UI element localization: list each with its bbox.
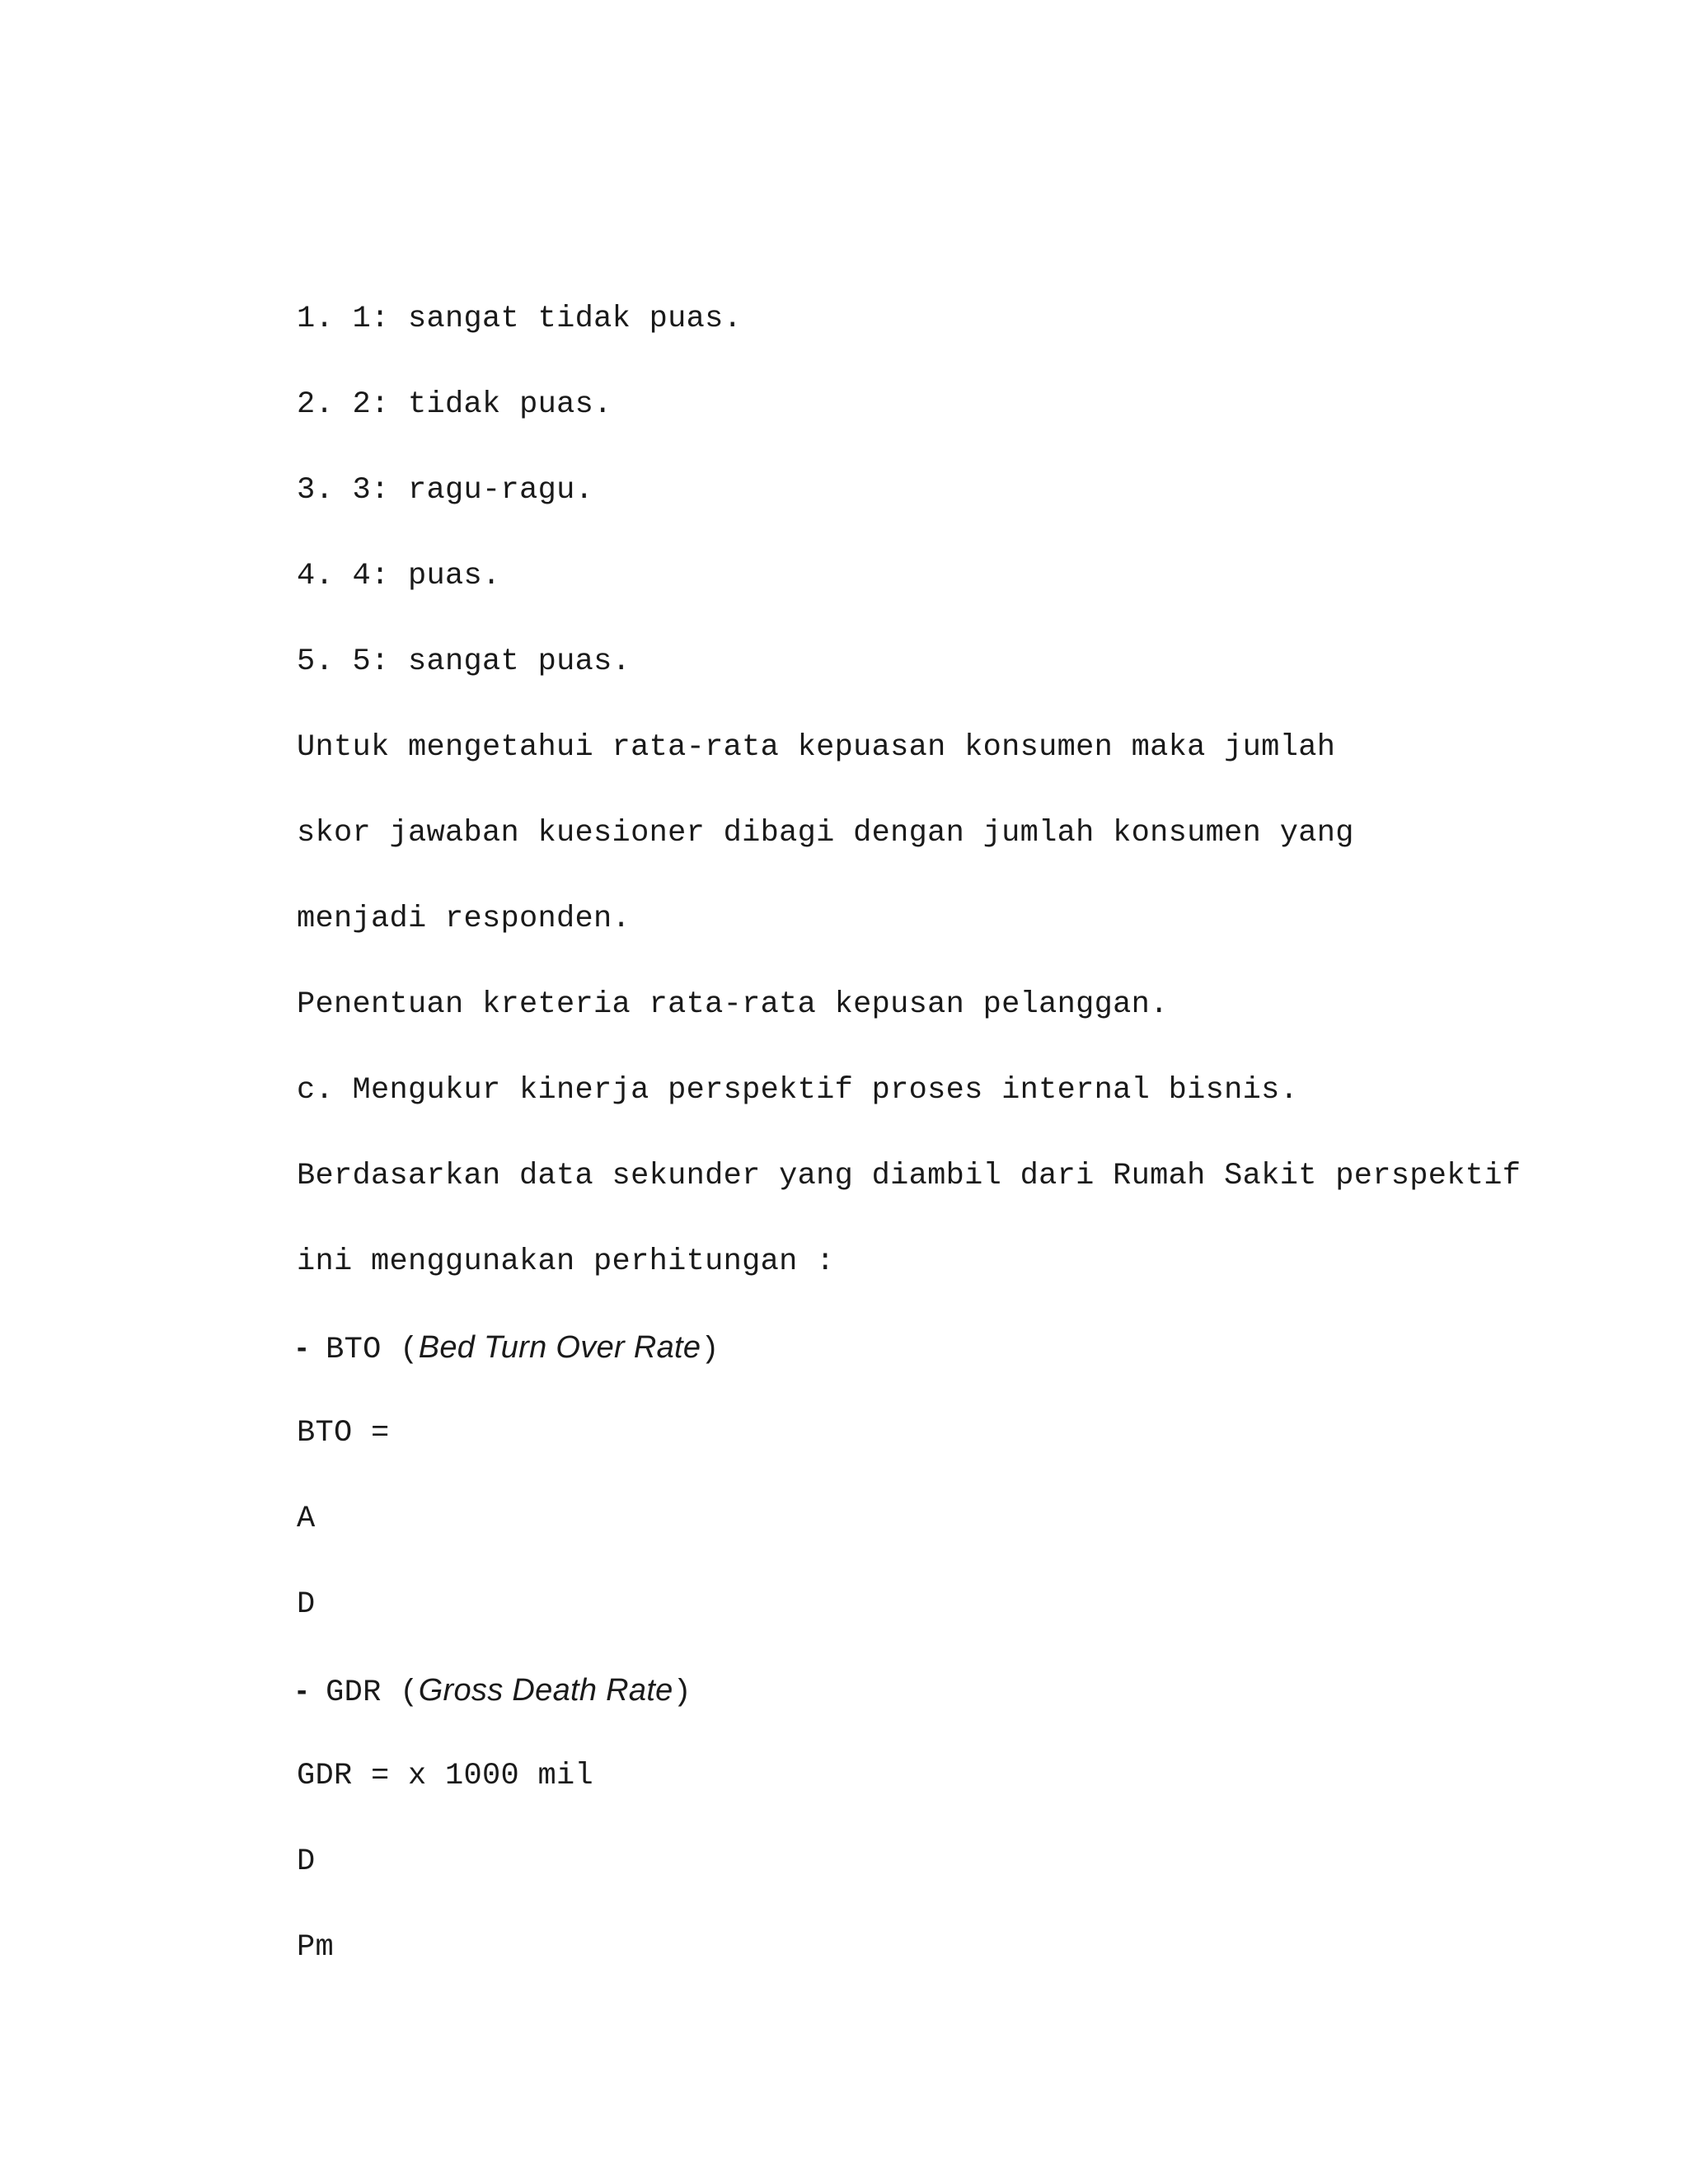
gdr-open-paren: ( [400, 1675, 419, 1710]
paragraph-line: menjadi responden. [297, 902, 631, 936]
gdr-formula: GDR = x 1000 mil [297, 1759, 594, 1793]
bto-numerator: A [297, 1502, 316, 1536]
paragraph-line: skor jawaban kuesioner dibagi dengan jumlah konsumen yang [297, 816, 1354, 851]
list-item [297, 464, 1517, 550]
list-text: 5: sangat puas. [352, 644, 631, 679]
bto-formula: BTO = [297, 1416, 390, 1451]
gdr-heading [297, 1664, 1517, 1750]
list-text: 2: tidak puas. [352, 387, 612, 422]
bto-close-paren: ) [701, 1333, 720, 1367]
bto-term: Bed Turn Over Rate [418, 1330, 701, 1365]
list-text: 4: puas. [352, 559, 501, 593]
list-item [297, 635, 1517, 721]
paragraph-line: Penentuan kreteria rata-rata kepusan pelanggan. [297, 987, 1169, 1022]
list-text: 1: sangat tidak puas. [352, 302, 743, 336]
list-text: 3: ragu-ragu. [352, 473, 594, 508]
list-marker: 4. [297, 559, 335, 593]
gdr-denominator: Pm [297, 1930, 335, 1965]
gdr-abbr: GDR [326, 1675, 382, 1710]
section-heading: c. Mengukur kinerja perspektif proses internal bisnis. [297, 1073, 1299, 1108]
bto-heading [297, 1321, 1517, 1407]
dash-bullet: - [297, 1673, 307, 1707]
list-marker: 1. [297, 302, 335, 336]
list-item [297, 378, 1517, 464]
list-item [297, 293, 1517, 378]
document-body [297, 293, 1522, 2007]
list-item [297, 550, 1517, 635]
gdr-numerator: D [297, 1844, 316, 1879]
list-marker: 5. [297, 644, 335, 679]
bto-open-paren: ( [400, 1333, 419, 1367]
list-marker: 2. [297, 387, 335, 422]
gdr-term: Gross Death Rate [418, 1673, 673, 1708]
bto-denominator: D [297, 1587, 316, 1622]
paragraph-line: Berdasarkan data sekunder yang diambil dari Rumah Sakit perspektif [297, 1159, 1522, 1193]
paragraph-line: ini menggunakan perhitungan : [297, 1244, 835, 1279]
list-marker: 3. [297, 473, 335, 508]
dash-bullet: - [297, 1330, 307, 1364]
bto-abbr: BTO [326, 1333, 382, 1367]
gdr-close-paren: ) [673, 1675, 692, 1710]
paragraph-line: Untuk mengetahui rata-rata kepuasan konsumen maka jumlah [297, 730, 1336, 765]
